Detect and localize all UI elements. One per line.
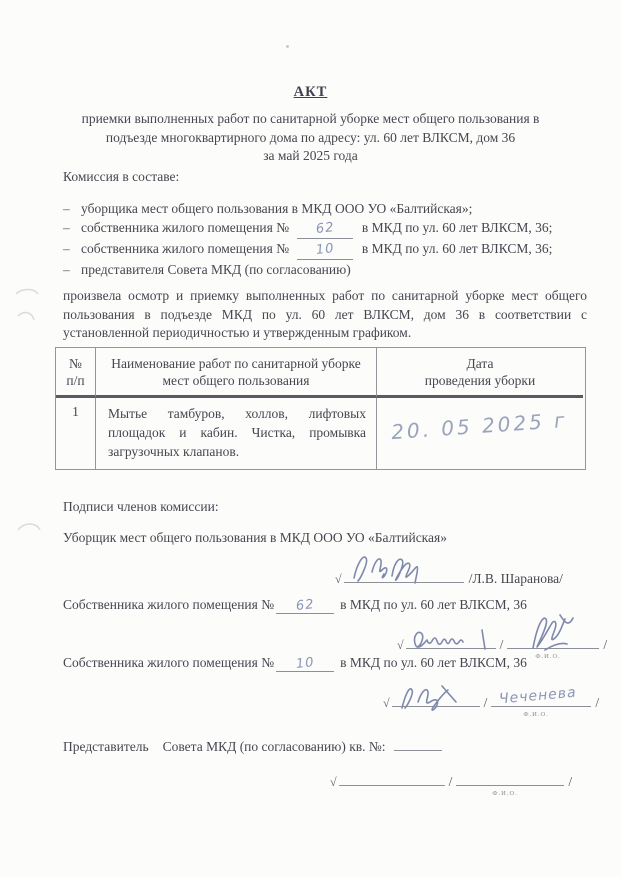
signatures-heading: Подписи членов комиссии: <box>63 499 219 514</box>
scan-speck <box>286 45 289 48</box>
fio-caption: Ф.И.О. <box>523 711 549 718</box>
member-cleaner-text: уборщика мест общего пользования в МКД ООО УО «Балтийская»; <box>81 201 473 216</box>
works-table <box>55 347 586 470</box>
member-owner62-before: собственника жилого помещения № <box>81 220 290 235</box>
slash-separator: / <box>499 637 504 652</box>
slash-separator: / <box>448 774 453 789</box>
checkmark-icon: √ <box>335 572 342 586</box>
slash-separator: / <box>603 637 608 652</box>
member-item-representative <box>63 260 591 279</box>
body-paragraph: произвела осмотр и приемку выполненных работ по санитарной уборке мест общего пользования в подъезде МКД по ул. 60 лет ВЛКСМ, дом 36 в соответствии с установленной периодичностью и утвержденным графиком. <box>63 288 587 340</box>
representative-signature-line <box>339 770 445 786</box>
owner62-fio-autograph <box>517 610 583 652</box>
slash-separator: / <box>483 695 488 710</box>
commission-intro: Комиссия в составе: <box>63 169 180 184</box>
owner62-label-row <box>63 597 527 614</box>
member-item-cleaner <box>63 199 591 218</box>
subtitle-line-1: приемки выполненных работ по санитарной уборке мест общего пользования в <box>81 111 540 126</box>
owner10-signature-row <box>383 684 603 718</box>
cell-work-description: Мытье тамбуров, холлов, лифтовых площадок и кабин. Чистка, промывка загрузочных клапанов. <box>96 398 377 469</box>
fio-caption: Ф.И.О. <box>535 653 561 660</box>
cleaner-typed-name: /Л.В. Шаранова/ <box>468 571 563 586</box>
handwritten-owner10-name: Чеченева <box>498 684 578 708</box>
owner62-fio-line <box>507 633 599 660</box>
commission-members-list <box>63 199 591 279</box>
slash-separator: / <box>595 695 600 710</box>
header-work-name-text: Наименование работ по санитарной уборке мест общего пользования <box>111 355 361 388</box>
table-row <box>56 398 585 469</box>
subtitle-line-3: за май 2025 года <box>263 148 358 163</box>
table-header-row <box>56 348 585 398</box>
subtitle-line-2: подъезде многоквартирного дома по адресу: ул. 60 лет ВЛКСМ, дом 36 <box>105 129 516 145</box>
owner10-number-blank <box>276 655 334 672</box>
owner10-label-row <box>63 655 527 672</box>
cell-cleaning-date <box>377 398 583 469</box>
list-dash: – <box>63 220 70 235</box>
slash-separator: / <box>568 774 573 789</box>
margin-pencil-mark <box>14 518 44 538</box>
header-cell-number <box>56 348 96 398</box>
member-owner10-after: в МКД по ул. 60 лет ВЛКСМ, 36; <box>361 241 553 256</box>
handwritten-date: 20. 05 2025 г <box>390 407 569 445</box>
checkmark-icon: √ <box>330 775 337 789</box>
cleaner-signature-label: Уборщик мест общего пользования в МКД ООО УО «Балтийская» <box>63 530 447 545</box>
owner10-after: в МКД по ул. 60 лет ВЛКСМ, 36 <box>340 655 527 670</box>
handwritten-owner10-number: 10 <box>295 655 316 672</box>
fio-caption: Ф.И.О. <box>492 790 518 797</box>
representative-apartment-blank <box>394 750 442 751</box>
list-dash: – <box>63 262 70 277</box>
checkmark-icon: √ <box>383 696 390 710</box>
owner62-autograph <box>408 626 492 654</box>
owner10-signature-line <box>392 691 480 707</box>
member-owner62-after: в МКД по ул. 60 лет ВЛКСМ, 36; <box>361 220 553 235</box>
representative-before: Представитель <box>63 739 149 754</box>
cleaner-autograph <box>346 550 456 588</box>
handwritten-apartment-10: 10 <box>315 241 336 258</box>
representative-label-row <box>63 739 442 755</box>
header-date-line1: Дата <box>466 355 494 371</box>
representative-fio-line <box>456 770 564 797</box>
representative-signature-row <box>330 770 576 797</box>
header-cell-work-name <box>96 348 377 398</box>
cell-row-number: 1 <box>56 398 96 469</box>
representative-after: Совета МКД (по согласованию) кв. №: <box>162 739 386 754</box>
handwritten-owner62-number: 62 <box>295 597 316 614</box>
member-item-owner-10 <box>63 239 591 260</box>
header-date-line2: проведения уборки <box>424 372 536 388</box>
header-cell-date <box>377 348 583 398</box>
owner62-signature-row <box>397 633 611 660</box>
margin-pencil-mark <box>12 286 42 326</box>
document-title: АКТ <box>293 84 328 100</box>
owner62-after: в МКД по ул. 60 лет ВЛКСМ, 36 <box>340 597 527 612</box>
cleaner-signature-row <box>335 567 563 587</box>
member-owner62-number-blank <box>297 218 353 239</box>
member-item-owner-62 <box>63 218 591 239</box>
header-number-line1: № <box>69 355 82 371</box>
header-number-line2: п/п <box>66 372 85 388</box>
owner10-fio-line <box>491 684 591 718</box>
checkmark-icon: √ <box>397 638 404 652</box>
document-subtitle <box>38 110 583 166</box>
cleaner-signature-line <box>344 567 464 583</box>
member-owner10-number-blank <box>297 239 353 260</box>
list-dash: – <box>63 201 70 216</box>
owner10-autograph <box>394 680 472 712</box>
owner62-signature-line <box>406 633 496 649</box>
owner62-number-blank <box>276 597 334 614</box>
owner10-before: Собственника жилого помещения № <box>63 655 275 670</box>
owner62-before: Собственника жилого помещения № <box>63 597 275 612</box>
member-owner10-before: собственника жилого помещения № <box>81 241 290 256</box>
list-dash: – <box>63 241 70 256</box>
handwritten-apartment-62: 62 <box>315 220 336 237</box>
member-representative-text: представителя Совета МКД (по согласованию) <box>81 262 351 277</box>
